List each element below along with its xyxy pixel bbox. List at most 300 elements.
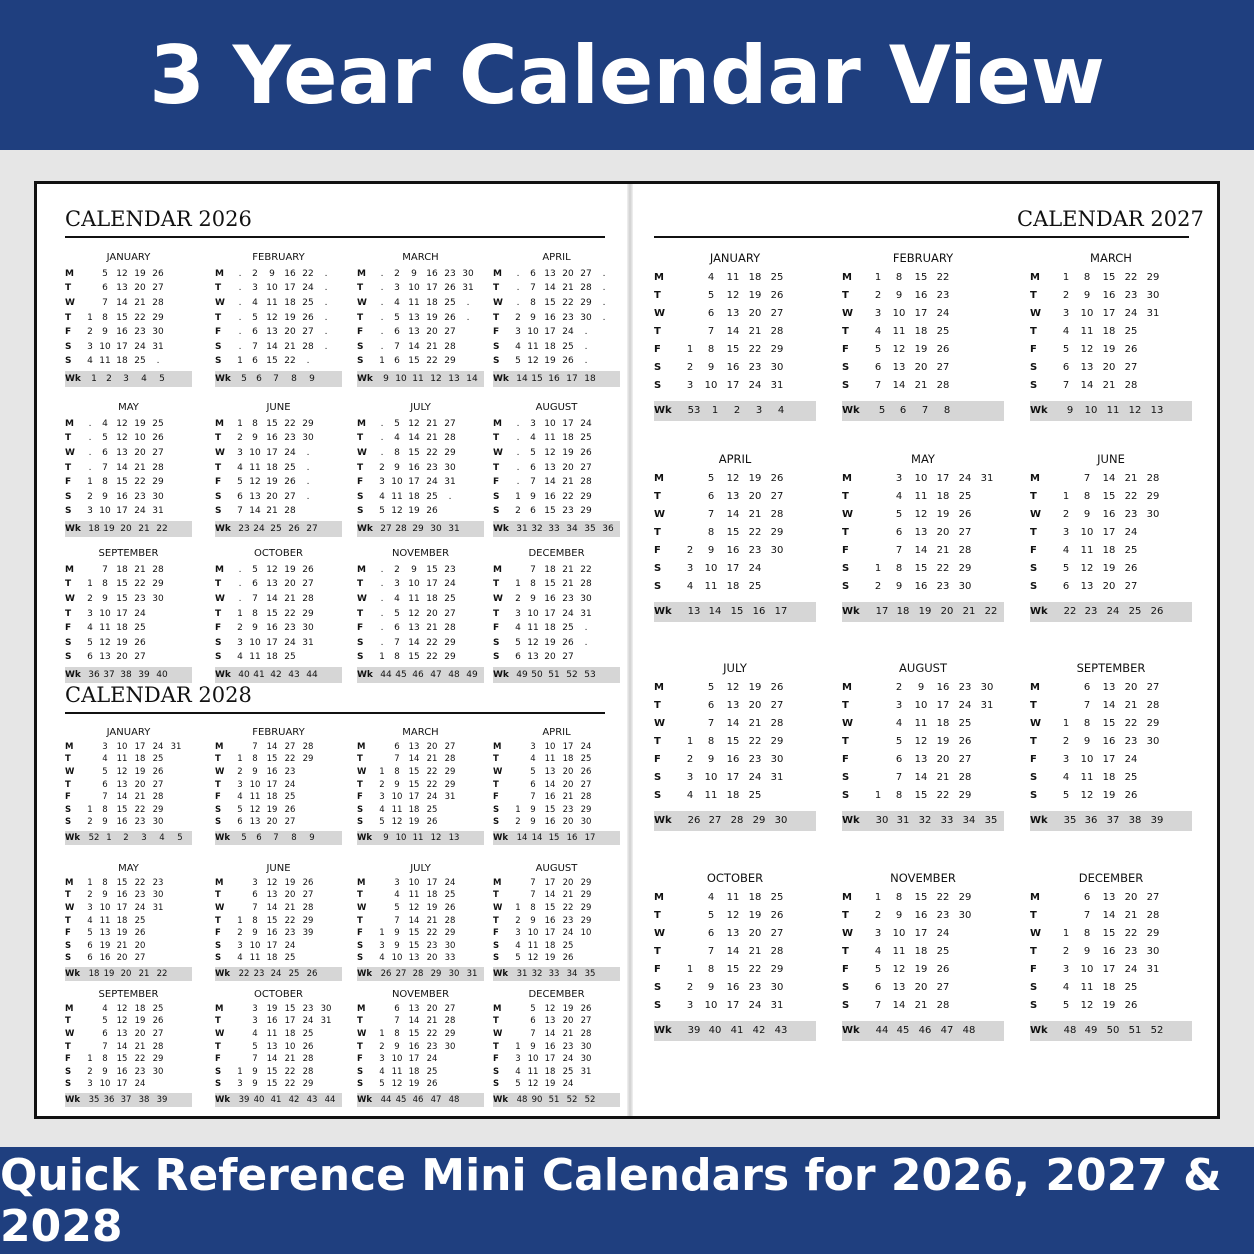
week-label: Wk (842, 405, 860, 417)
week-row (654, 732, 816, 750)
week-row (654, 787, 816, 805)
day-cell: . (380, 433, 384, 444)
day-cell: 2 (686, 362, 694, 374)
weekday-label: F (215, 928, 221, 939)
week-row (493, 914, 620, 927)
day-cell: 27 (444, 327, 456, 338)
day-cell: 6 (252, 579, 258, 590)
day-cell: 11 (99, 915, 111, 926)
day-cell: 28 (770, 325, 784, 337)
day-cell: 16 (266, 433, 278, 444)
day-cell: 19 (408, 506, 420, 517)
week-label: Wk (1030, 405, 1048, 417)
day-cell: 29 (444, 652, 456, 663)
week-number: 17 (584, 833, 596, 844)
day-cell: 4 (87, 356, 93, 367)
weekday-label: T (842, 945, 849, 957)
week-row (215, 952, 342, 965)
day-cell: 25 (748, 790, 762, 802)
month-2026-june (215, 400, 342, 537)
day-cell: 22 (748, 344, 762, 356)
weekday-label: T (65, 579, 72, 590)
day-cell: 16 (116, 817, 128, 828)
day-cell: 31 (444, 792, 456, 803)
week-number: 37 (1106, 815, 1120, 827)
day-cell: 20 (748, 490, 762, 502)
day-cell: 26 (770, 472, 784, 484)
day-cell: 13 (726, 490, 740, 502)
weekday-label: M (215, 564, 224, 575)
day-cell: 31 (152, 341, 164, 352)
day-cell: 20 (266, 817, 278, 828)
week-number: 4 (159, 833, 165, 844)
weekday-label: W (1030, 927, 1042, 939)
week-number: 18 (88, 524, 100, 535)
day-cell: 17 (266, 637, 278, 648)
day-cell: 29 (302, 754, 314, 765)
day-cell: 12 (914, 508, 928, 520)
week-number: 2 (106, 374, 112, 385)
day-cell: 8 (252, 608, 258, 619)
week-number: 30 (774, 815, 788, 827)
month-name: APRIL (542, 727, 571, 738)
day-cell: 3 (379, 477, 385, 488)
day-cell: 22 (580, 564, 592, 575)
month-name: AUGUST (899, 661, 947, 675)
week-row (65, 952, 192, 965)
day-cell: 23 (426, 462, 438, 473)
week-row (65, 940, 192, 953)
day-cell: 26 (562, 356, 574, 367)
weekday-label: T (65, 462, 72, 473)
day-cell: 6 (895, 526, 903, 538)
weekday-label: F (357, 327, 364, 338)
day-cell: 14 (266, 741, 278, 752)
day-cell: 6 (530, 506, 536, 517)
week-number: 33 (940, 815, 954, 827)
day-cell: 20 (544, 652, 556, 663)
week-row (493, 310, 620, 325)
week-row (215, 940, 342, 953)
week-number: 14 (516, 374, 528, 385)
week-row (357, 490, 484, 505)
day-cell: 23 (134, 594, 146, 605)
weekday-label: F (215, 327, 222, 338)
weekday-label: S (357, 940, 364, 951)
day-cell: 29 (444, 767, 456, 778)
day-cell: 26 (580, 448, 592, 459)
week-row (215, 791, 342, 804)
day-cell: 5 (1062, 563, 1070, 575)
day-cell: 8 (895, 563, 903, 575)
week-number: 37 (120, 1095, 132, 1106)
day-cell: 8 (1083, 271, 1091, 283)
weekday-label: M (357, 1003, 366, 1014)
week-label: Wk (65, 1095, 81, 1106)
weekday-label: S (65, 1079, 72, 1090)
day-cell: 9 (102, 890, 108, 901)
day-cell: 2 (394, 564, 400, 575)
day-cell: 16 (284, 268, 296, 279)
week-row (215, 889, 342, 902)
week-number: 7 (273, 833, 279, 844)
day-cell: 20 (936, 526, 950, 538)
day-cell: 23 (152, 877, 164, 888)
week-row (493, 902, 620, 915)
week-number: 14 (708, 606, 722, 618)
day-cell: 10 (99, 1079, 111, 1090)
week-row (65, 460, 192, 475)
day-cell: 30 (462, 268, 474, 279)
day-cell: 5 (895, 508, 903, 520)
weekday-label: M (357, 741, 366, 752)
day-cell: 1 (874, 891, 882, 903)
day-cell: 14 (408, 915, 420, 926)
day-cell: 27 (152, 283, 164, 294)
day-cell: 13 (726, 307, 740, 319)
week-number: 32 (918, 815, 932, 827)
day-cell: 2 (515, 506, 521, 517)
day-cell: 15 (116, 1054, 128, 1065)
day-cell: 18 (116, 356, 128, 367)
day-cell: 20 (936, 754, 950, 766)
week-row (654, 523, 816, 541)
weekday-label: W (357, 1029, 367, 1040)
day-cell: 24 (958, 472, 972, 484)
day-cell: 12 (726, 681, 740, 693)
day-cell: . (306, 477, 310, 488)
week-row (842, 469, 1004, 487)
day-cell: 23 (134, 890, 146, 901)
weekday-label: S (357, 637, 364, 648)
week-row (1030, 678, 1192, 696)
weekday-label: F (65, 477, 72, 488)
day-cell: 23 (936, 581, 950, 593)
week-number: 6 (899, 405, 907, 417)
week-row (493, 460, 620, 475)
day-cell: 21 (426, 418, 438, 429)
day-cell: 31 (152, 506, 164, 517)
day-cell: 7 (1083, 909, 1091, 921)
day-cell: 11 (391, 491, 403, 502)
weekday-label: M (493, 877, 502, 888)
day-cell: 16 (408, 1041, 420, 1052)
day-cell: 15 (408, 779, 420, 790)
week-row (654, 750, 816, 768)
day-cell: 21 (284, 341, 296, 352)
month-2027-december (1030, 868, 1192, 1041)
day-cell: 13 (1080, 362, 1094, 374)
day-cell: 3 (237, 637, 243, 648)
weekday-label: F (357, 623, 364, 634)
day-cell: 4 (1062, 325, 1070, 337)
day-cell: 16 (726, 754, 740, 766)
week-row (65, 325, 192, 340)
day-cell: 39 (302, 928, 314, 939)
day-cell: 11 (914, 490, 928, 502)
day-cell: 9 (895, 289, 903, 301)
weekday-label: F (842, 344, 849, 356)
day-cell: 20 (562, 268, 574, 279)
week-number: 30 (430, 524, 442, 535)
week-row (215, 753, 342, 766)
month-2028-september (65, 988, 192, 1107)
week-number: 52 (1150, 1025, 1164, 1037)
day-cell: 29 (1146, 490, 1160, 502)
day-cell: 24 (426, 792, 438, 803)
day-cell: 14 (266, 1054, 278, 1065)
day-cell: 28 (444, 1016, 456, 1027)
day-cell: 19 (266, 477, 278, 488)
week-row (357, 927, 484, 940)
day-cell: 2 (515, 817, 521, 828)
week-row (215, 446, 342, 461)
day-cell: 11 (527, 1066, 539, 1077)
day-cell: 4 (686, 790, 694, 802)
day-cell: 2 (237, 433, 243, 444)
day-cell: 7 (102, 1041, 108, 1052)
week-number: 16 (548, 374, 560, 385)
day-cell: 6 (87, 953, 93, 964)
day-cell: 30 (152, 817, 164, 828)
day-cell: 25 (580, 433, 592, 444)
day-cell: 2 (515, 594, 521, 605)
week-number: 48 (448, 670, 460, 681)
week-number: 26 (1150, 606, 1164, 618)
day-cell: 24 (562, 1054, 574, 1065)
day-cell: 13 (116, 283, 128, 294)
week-row (357, 281, 484, 296)
day-cell: 4 (530, 754, 536, 765)
month-2026-february (215, 250, 342, 387)
footer-banner (0, 1147, 1254, 1254)
day-cell: 17 (914, 307, 928, 319)
day-cell: 17 (408, 477, 420, 488)
week-row (654, 888, 816, 906)
day-cell: 4 (237, 953, 243, 964)
day-cell: 25 (562, 940, 574, 951)
day-cell: 9 (269, 268, 275, 279)
day-cell: 29 (444, 779, 456, 790)
day-cell: 18 (134, 1003, 146, 1014)
day-cell: 16 (426, 268, 438, 279)
day-cell: 5 (252, 312, 258, 323)
day-cell: 29 (152, 804, 164, 815)
day-cell: 27 (770, 307, 784, 319)
week-label: Wk (65, 670, 81, 681)
weekday-label: M (65, 741, 74, 752)
day-cell: 19 (134, 767, 146, 778)
day-cell: 10 (391, 477, 403, 488)
day-cell: 23 (284, 433, 296, 444)
day-cell: 18 (1102, 545, 1116, 557)
week-row (357, 940, 484, 953)
day-cell: 13 (116, 779, 128, 790)
day-cell: 15 (266, 754, 278, 765)
day-cell: 9 (102, 817, 108, 828)
day-cell: 7 (530, 890, 536, 901)
week-number: 21 (138, 524, 150, 535)
day-cell: 31 (170, 741, 182, 752)
day-cell: 10 (544, 741, 556, 752)
weekday-label: T (493, 608, 500, 619)
day-cell: 11 (249, 953, 261, 964)
day-cell: 14 (544, 890, 556, 901)
day-cell: 2 (87, 1066, 93, 1077)
day-cell: 5 (237, 477, 243, 488)
week-row (65, 606, 192, 621)
calendar-2027-title: CALENDAR 2027 (1017, 207, 1204, 231)
week-label: Wk (65, 833, 81, 844)
week-row (357, 310, 484, 325)
day-cell: 4 (1062, 772, 1070, 784)
week-number: 20 (120, 524, 132, 535)
week-row (1030, 578, 1192, 596)
day-cell: 17 (116, 506, 128, 517)
week-row (65, 1003, 192, 1016)
day-cell: 5 (102, 433, 108, 444)
day-cell: 12 (391, 506, 403, 517)
day-cell: 14 (408, 433, 420, 444)
week-row (493, 650, 620, 665)
day-cell: 19 (544, 356, 556, 367)
day-cell: 24 (134, 608, 146, 619)
day-cell: 21 (426, 1016, 438, 1027)
day-cell: 1 (379, 928, 385, 939)
week-row (215, 563, 342, 578)
day-cell: 6 (394, 623, 400, 634)
day-cell: . (306, 356, 310, 367)
day-cell: 20 (562, 462, 574, 473)
day-cell: 25 (284, 792, 296, 803)
month-2026-september (65, 546, 192, 683)
day-cell: 16 (544, 491, 556, 502)
week-row (1030, 505, 1192, 523)
day-cell: 19 (408, 817, 420, 828)
week-row (357, 446, 484, 461)
day-cell: 24 (1124, 526, 1138, 538)
day-cell: 3 (87, 1079, 93, 1090)
day-cell: 19 (1102, 1000, 1116, 1012)
weekday-label: W (215, 298, 225, 309)
day-cell: . (238, 579, 242, 590)
day-cell: 5 (394, 903, 400, 914)
day-cell: . (238, 327, 242, 338)
day-cell: 19 (99, 940, 111, 951)
week-row (493, 1066, 620, 1079)
week-number: 27 (306, 524, 318, 535)
day-cell: 11 (544, 754, 556, 765)
weekday-label: T (1030, 699, 1037, 711)
week-number: 31 (516, 969, 528, 980)
day-cell: 17 (562, 741, 574, 752)
weekday-label: W (215, 1029, 225, 1040)
day-cell: 18 (116, 623, 128, 634)
month-2028-june (215, 862, 342, 981)
day-cell: 11 (892, 945, 906, 957)
day-cell: 14 (266, 594, 278, 605)
day-cell: 16 (726, 982, 740, 994)
day-cell: 22 (562, 491, 574, 502)
day-cell: 10 (99, 506, 111, 517)
day-cell: . (380, 448, 384, 459)
day-cell: 5 (515, 953, 521, 964)
week-number: 27 (395, 969, 407, 980)
week-label: Wk (357, 833, 373, 844)
month-2028-july (357, 862, 484, 981)
day-cell: 11 (99, 623, 111, 634)
week-row (842, 750, 1004, 768)
day-cell: 12 (726, 472, 740, 484)
day-cell: 21 (1102, 380, 1116, 392)
week-number: 13 (687, 606, 701, 618)
day-cell: . (516, 283, 520, 294)
day-cell: 23 (936, 289, 950, 301)
weekday-label: T (1030, 909, 1037, 921)
day-cell: 12 (544, 1003, 556, 1014)
week-numbers-bar (357, 831, 484, 846)
day-cell: 1 (87, 1054, 93, 1065)
day-cell: 3 (515, 928, 521, 939)
week-numbers-bar (65, 831, 192, 846)
day-cell: 19 (748, 909, 762, 921)
day-cell: . (324, 298, 328, 309)
day-cell: 15 (116, 579, 128, 590)
day-cell: 18 (748, 271, 762, 283)
week-row (357, 816, 484, 829)
day-cell: 20 (562, 767, 574, 778)
day-cell: 30 (958, 581, 972, 593)
week-row (842, 304, 1004, 322)
weekday-label: T (842, 289, 849, 301)
week-row (654, 578, 816, 596)
day-cell: 4 (394, 890, 400, 901)
day-cell: 24 (302, 1016, 314, 1027)
month-name: JUNE (266, 863, 291, 874)
day-cell: 19 (1102, 344, 1116, 356)
week-row (215, 431, 342, 446)
day-cell: 8 (102, 877, 108, 888)
day-cell: 18 (562, 754, 574, 765)
day-cell: 16 (936, 681, 950, 693)
day-cell: 6 (252, 890, 258, 901)
day-cell: 27 (302, 890, 314, 901)
day-cell: 7 (874, 380, 882, 392)
day-cell: 23 (936, 909, 950, 921)
day-cell: 2 (87, 890, 93, 901)
weekday-label: W (842, 508, 854, 520)
day-cell: 27 (152, 1029, 164, 1040)
weekday-label: M (65, 1003, 74, 1014)
day-cell: . (516, 433, 520, 444)
day-cell: 7 (530, 564, 536, 575)
day-cell: 5 (379, 817, 385, 828)
day-cell: 4 (379, 1066, 385, 1077)
weekday-label: T (215, 754, 221, 765)
day-cell: 17 (134, 741, 146, 752)
day-cell: 21 (562, 564, 574, 575)
weekday-label: M (842, 681, 852, 693)
day-cell: 11 (391, 1066, 403, 1077)
day-cell: 13 (408, 327, 420, 338)
day-cell: 16 (544, 1041, 556, 1052)
weekday-label: W (65, 767, 75, 778)
week-label: Wk (215, 524, 231, 535)
day-cell: 5 (102, 268, 108, 279)
week-label: Wk (842, 606, 860, 618)
week-label: Wk (215, 374, 231, 385)
weekday-label: T (654, 289, 661, 301)
